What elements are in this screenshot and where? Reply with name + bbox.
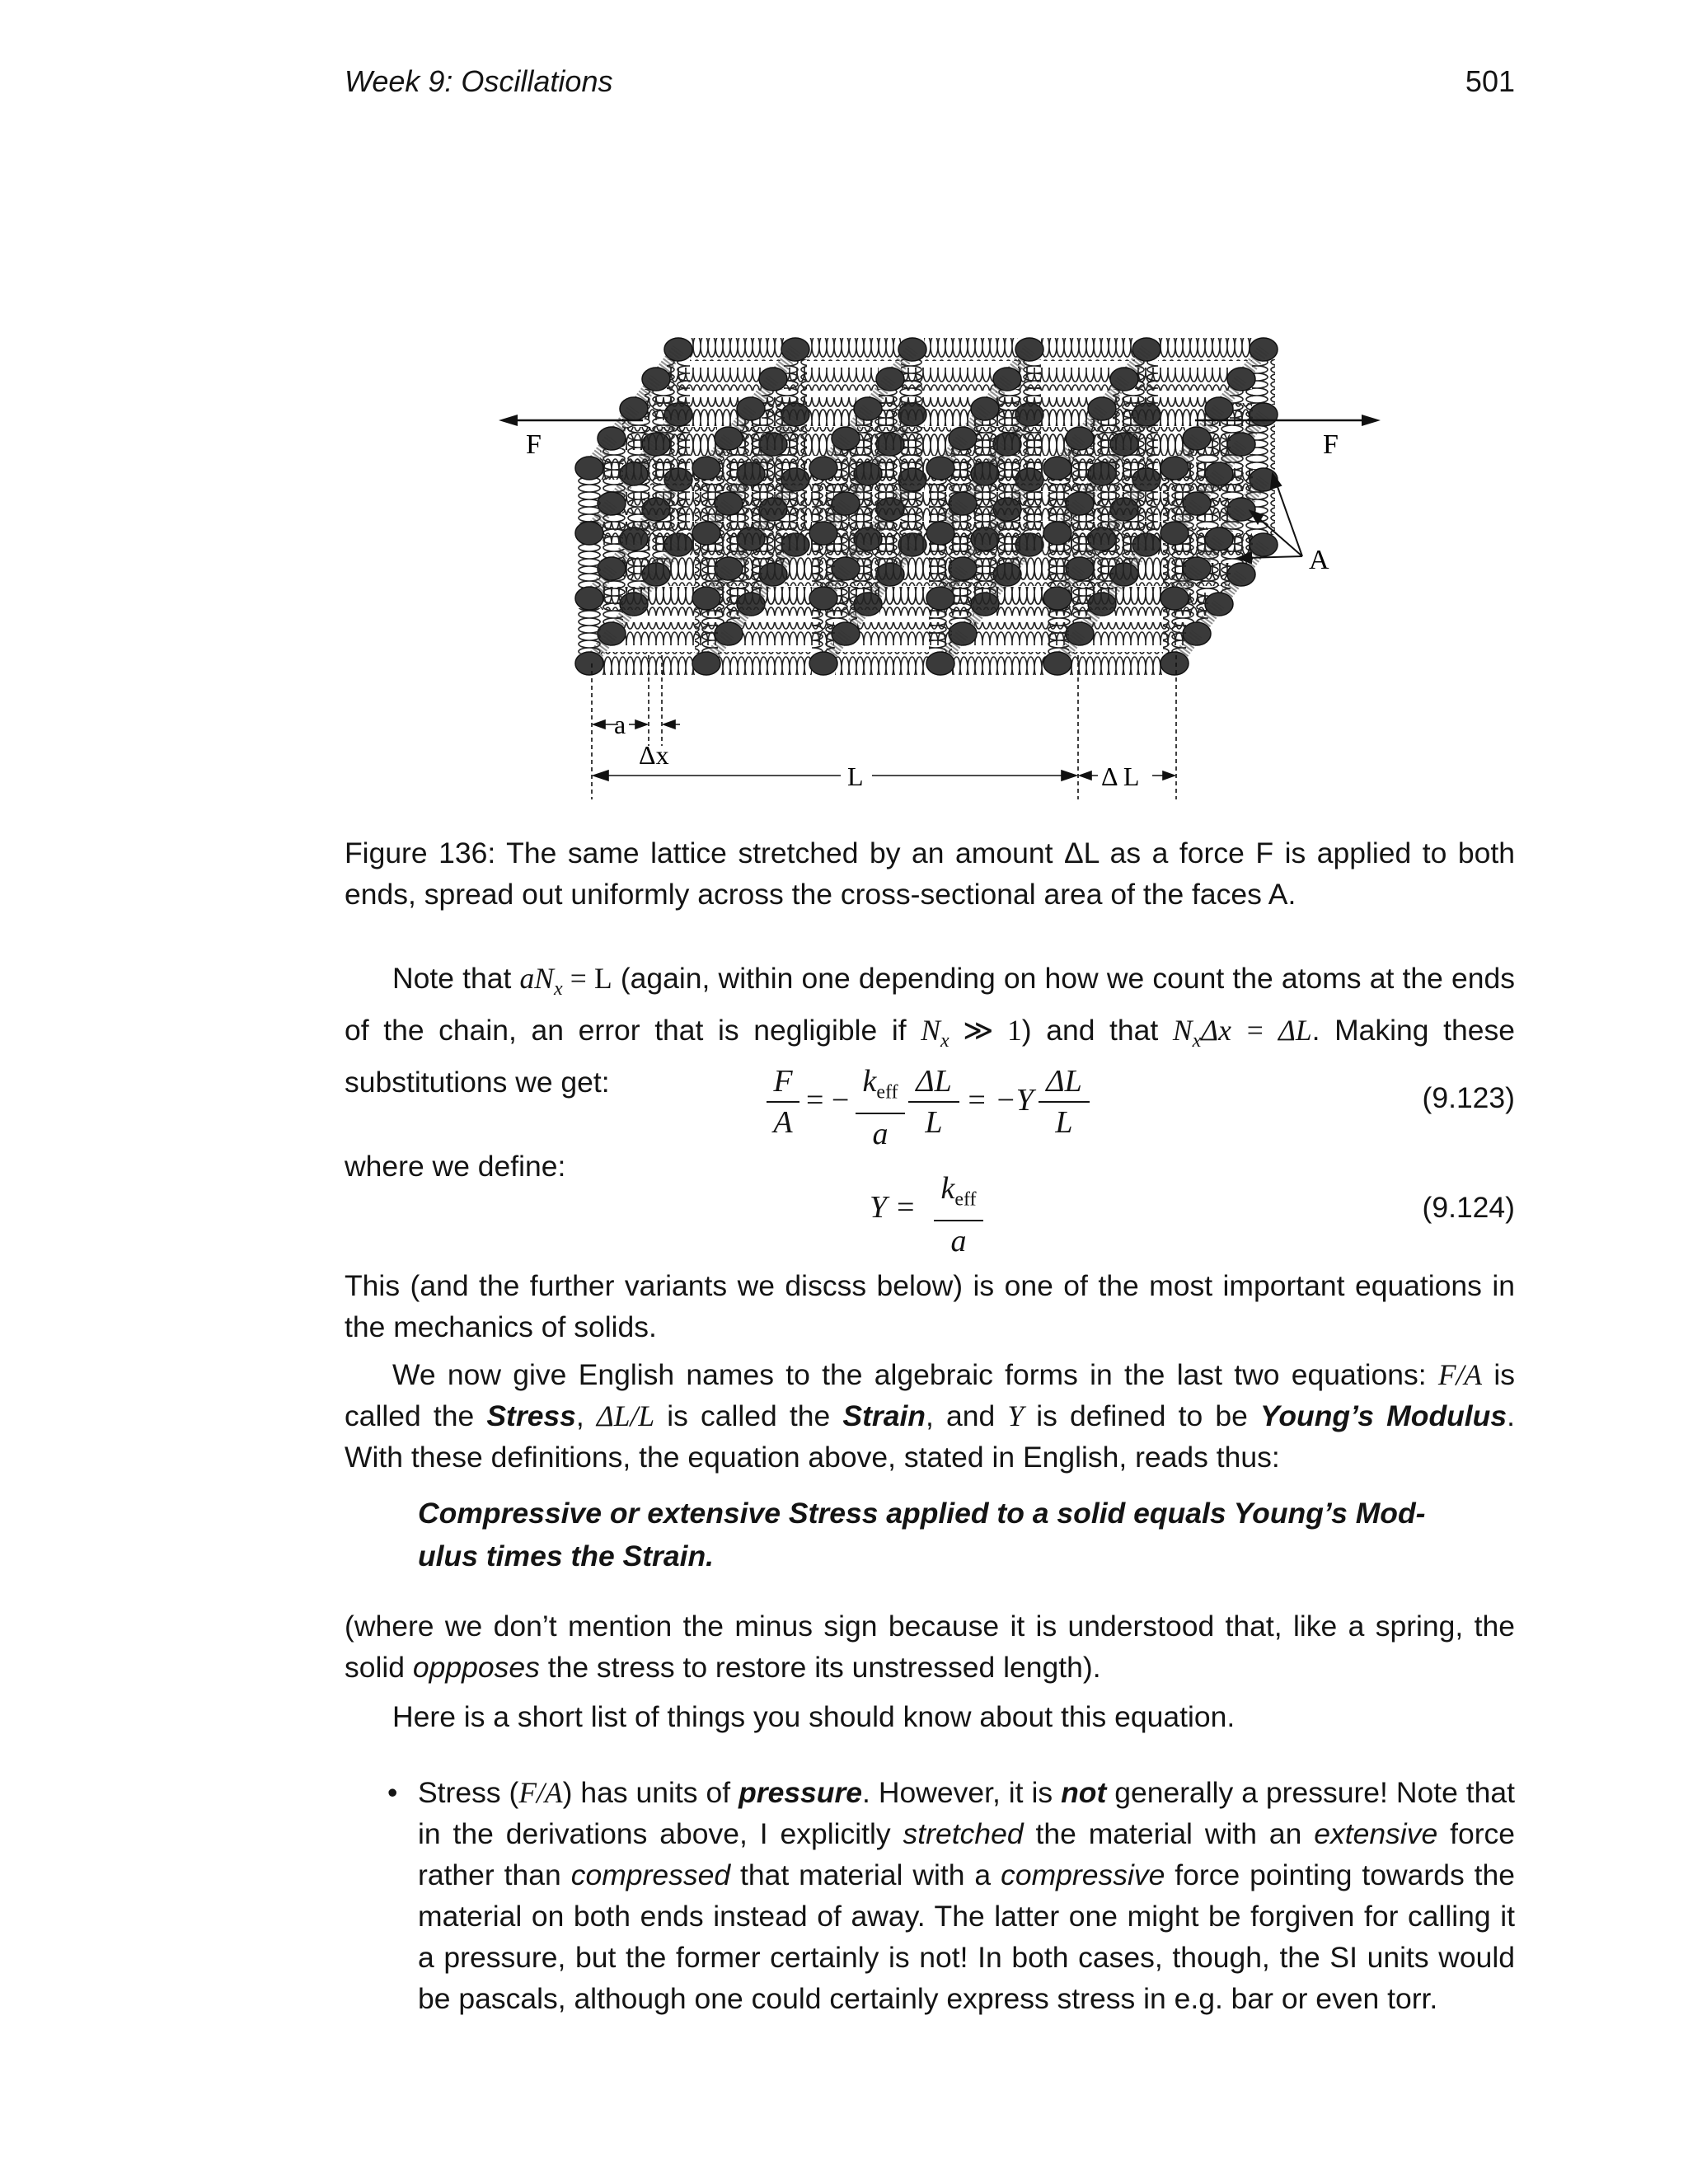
force-label-left: F: [526, 429, 542, 460]
highlight-line-2: ulus times the Strain.: [418, 1540, 715, 1572]
math-aNx: $aN_x = L$: [519, 962, 612, 1001]
atom: [692, 587, 720, 610]
atom: [1160, 457, 1189, 480]
horizontal-spring: [601, 652, 695, 675]
vertical-spring: [1163, 608, 1186, 654]
horizontal-spring: [1041, 338, 1135, 361]
vertical-spring: [1163, 543, 1186, 588]
horizontal-spring: [785, 368, 879, 391]
horizontal-spring: [762, 397, 856, 420]
equals-minus-Y: = −Y: [966, 1083, 1034, 1118]
horizontal-spring: [952, 457, 1046, 480]
figure-caption: [345, 832, 1515, 915]
horizontal-spring: [718, 652, 812, 675]
horizontal-spring: [996, 397, 1090, 420]
Y-equals: Y =: [870, 1190, 917, 1225]
fraction-dL-over-L: $\frac{\Delta L}{L}$: [908, 1063, 959, 1141]
vertical-spring: [578, 478, 601, 523]
atom: [1160, 522, 1189, 545]
horizontal-spring: [1019, 368, 1113, 391]
atom: [1043, 652, 1071, 675]
equals-minus: = −: [806, 1083, 850, 1118]
text-span: (again, within one depending on how we count the atoms at the ends of the chain, an error that is negligible if: [345, 962, 1515, 1047]
atom: [575, 522, 603, 545]
atom: [575, 652, 603, 675]
fraction-keff-over-a-2: $k_{eff}$ a: [934, 1170, 983, 1259]
vertical-spring: [812, 608, 835, 654]
horizontal-spring: [857, 427, 951, 450]
vertical-spring: [695, 543, 718, 588]
term-strain: Strain: [842, 1399, 926, 1432]
atom: [809, 587, 837, 610]
term-not: not: [1061, 1776, 1107, 1809]
math-dL-over-L: ΔL/L: [596, 1399, 655, 1432]
text-span: Note that: [392, 962, 520, 995]
horizontal-spring: [1069, 652, 1163, 675]
math-F-over-A: F/A: [1437, 1358, 1483, 1391]
vertical-spring: [1046, 543, 1069, 588]
horizontal-spring: [952, 522, 1046, 545]
atom: [809, 522, 837, 545]
vertical-spring: [1046, 478, 1069, 523]
math-F-over-A-bullet: F/A: [518, 1776, 563, 1809]
vertical-spring: [695, 608, 718, 654]
displacement-label: Δx: [639, 740, 669, 770]
term-compressive: compressive: [1001, 1858, 1165, 1891]
horizontal-spring: [1114, 397, 1207, 420]
horizontal-spring: [601, 587, 695, 610]
atom: [692, 522, 720, 545]
term-compressed: compressed: [570, 1858, 731, 1891]
term-stress: Stress: [486, 1399, 576, 1432]
horizontal-spring: [1069, 457, 1163, 480]
horizontal-spring: [952, 652, 1046, 675]
paragraph-list-intro: Here is a short list of things you should know about this equation.: [392, 1700, 1236, 1733]
vertical-spring: [812, 543, 835, 588]
horizontal-spring: [601, 522, 695, 545]
horizontal-spring: [1158, 338, 1252, 361]
vertical-spring: [1046, 608, 1069, 654]
lattice-figure: [478, 136, 1385, 812]
horizontal-spring: [807, 338, 901, 361]
equation-number-9-124: (9.124): [1422, 1191, 1515, 1224]
page-number: 501: [1465, 64, 1515, 98]
vertical-spring: [929, 478, 952, 523]
atom: [692, 457, 720, 480]
term-pressure: pressure: [738, 1776, 863, 1809]
atom: [926, 652, 954, 675]
vertical-spring: [695, 478, 718, 523]
highlight-line-1: Compressive or extensive Stress applied to a solid equals Young’s Mod-: [418, 1497, 1426, 1530]
horizontal-spring: [1091, 427, 1185, 450]
horizontal-spring: [952, 587, 1046, 610]
paragraph-importance: This (and the further variants we discss below) is one of the most important equations in the mechanics of solids.: [345, 1269, 1515, 1343]
horizontal-spring: [623, 427, 717, 450]
bullet-text: Stress (F/A) has units of pressure. However, it is not generally a pressure! Note that in the derivations above, I explicitly stretched the material with an extensive force rather than compressed that material with a compressive force pointing towards the material on both ends instead of away. The latter one might be forgiven for calling it a pressure, but the former certainly is not! In both cases, though, the SI units would be pascals, although one could certainly express stress in e.g. bar or even torr.: [418, 1776, 1516, 2015]
atom: [809, 652, 837, 675]
horizontal-spring: [690, 338, 784, 361]
atom: [926, 522, 954, 545]
spacing-label: a: [614, 710, 626, 739]
atom: [809, 457, 837, 480]
atom: [575, 587, 603, 610]
term-extensive: extensive: [1314, 1817, 1438, 1850]
atom: [1043, 587, 1071, 610]
atom: [1160, 587, 1189, 610]
horizontal-spring: [668, 368, 762, 391]
area-label: A: [1309, 545, 1329, 575]
text-span: ) and that: [1021, 1014, 1173, 1047]
delta-length-label: Δ L: [1101, 762, 1140, 791]
horizontal-spring: [1069, 522, 1163, 545]
text-span: . Making these substitutions we get:: [345, 1014, 1515, 1099]
horizontal-spring: [835, 652, 929, 675]
length-label: L: [847, 762, 864, 791]
horizontal-spring: [835, 457, 929, 480]
vertical-spring: [929, 543, 952, 588]
vertical-spring: [578, 543, 601, 588]
horizontal-spring: [835, 522, 929, 545]
equation-number-9-123: (9.123): [1422, 1081, 1515, 1114]
caption-prefix: Figure 136:: [345, 837, 496, 869]
vertical-spring: [929, 608, 952, 654]
term-opposes: oppposes: [412, 1651, 540, 1684]
paragraph-definitions: We now give English names to the algebraic forms in the last two equations: F/A is called the Stress, ΔL/L is called the Strain, and Y is defined to be Young’s Modulus. With these definitions, the equation above, stated in English, reads thus:: [345, 1358, 1516, 1474]
term-youngs-modulus: Young’s Modulus: [1259, 1399, 1507, 1432]
math-Nx-gg-1: $N_x$ ≫ 1: [921, 1014, 1022, 1052]
paragraph-minus-sign: (where we don’t mention the minus sign because it is understood that, like a spring, the solid oppposes the stress to restore its unstressed length).: [345, 1610, 1515, 1684]
horizontal-spring: [835, 587, 929, 610]
atom: [1043, 457, 1071, 480]
horizontal-spring: [879, 397, 973, 420]
fraction-dL-over-L-2: $\frac{\Delta L}{L}$: [1039, 1063, 1090, 1141]
equation-9-123: [767, 1063, 1113, 1151]
math-Nx-dx: $N_x\Delta x = \Delta L$: [1172, 1014, 1312, 1052]
atom: [1160, 652, 1189, 675]
horizontal-spring: [718, 457, 812, 480]
atom: [1043, 522, 1071, 545]
horizontal-spring: [924, 338, 1018, 361]
fraction-keff-over-a: $k_{eff}$ a: [856, 1063, 905, 1152]
atom: [575, 457, 603, 480]
caption-text: The same lattice stretched by an amount ΔL as a force F is applied to both ends, spread out uniformly across the cross-sectional area of the faces A.: [345, 837, 1515, 911]
atom: [926, 457, 954, 480]
horizontal-spring: [1136, 368, 1230, 391]
vertical-spring: [578, 608, 601, 654]
vertical-spring: [1163, 478, 1186, 523]
atom: [926, 587, 954, 610]
highlight-statement: [418, 1492, 1481, 1577]
dimension-marks: [592, 655, 1176, 799]
atom: [692, 652, 720, 675]
horizontal-spring: [1069, 587, 1163, 610]
bullet-dot-icon: •: [387, 1776, 398, 1809]
equation-9-124: [870, 1170, 993, 1258]
term-stretched: stretched: [903, 1817, 1024, 1850]
spring-lattice: [575, 338, 1278, 675]
horizontal-spring: [718, 587, 812, 610]
fraction-F-over-A: $\frac{F}{A}$: [767, 1063, 799, 1141]
horizontal-spring: [601, 457, 695, 480]
where-define: where we define:: [345, 1150, 566, 1183]
horizontal-spring: [902, 368, 996, 391]
horizontal-spring: [718, 522, 812, 545]
horizontal-spring: [740, 427, 834, 450]
vertical-spring: [812, 478, 835, 523]
running-head: Week 9: Oscillations: [345, 64, 613, 98]
horizontal-spring: [974, 427, 1068, 450]
horizontal-spring: [645, 397, 739, 420]
force-label-right: F: [1323, 429, 1339, 460]
math-Y: Y: [1007, 1399, 1025, 1432]
